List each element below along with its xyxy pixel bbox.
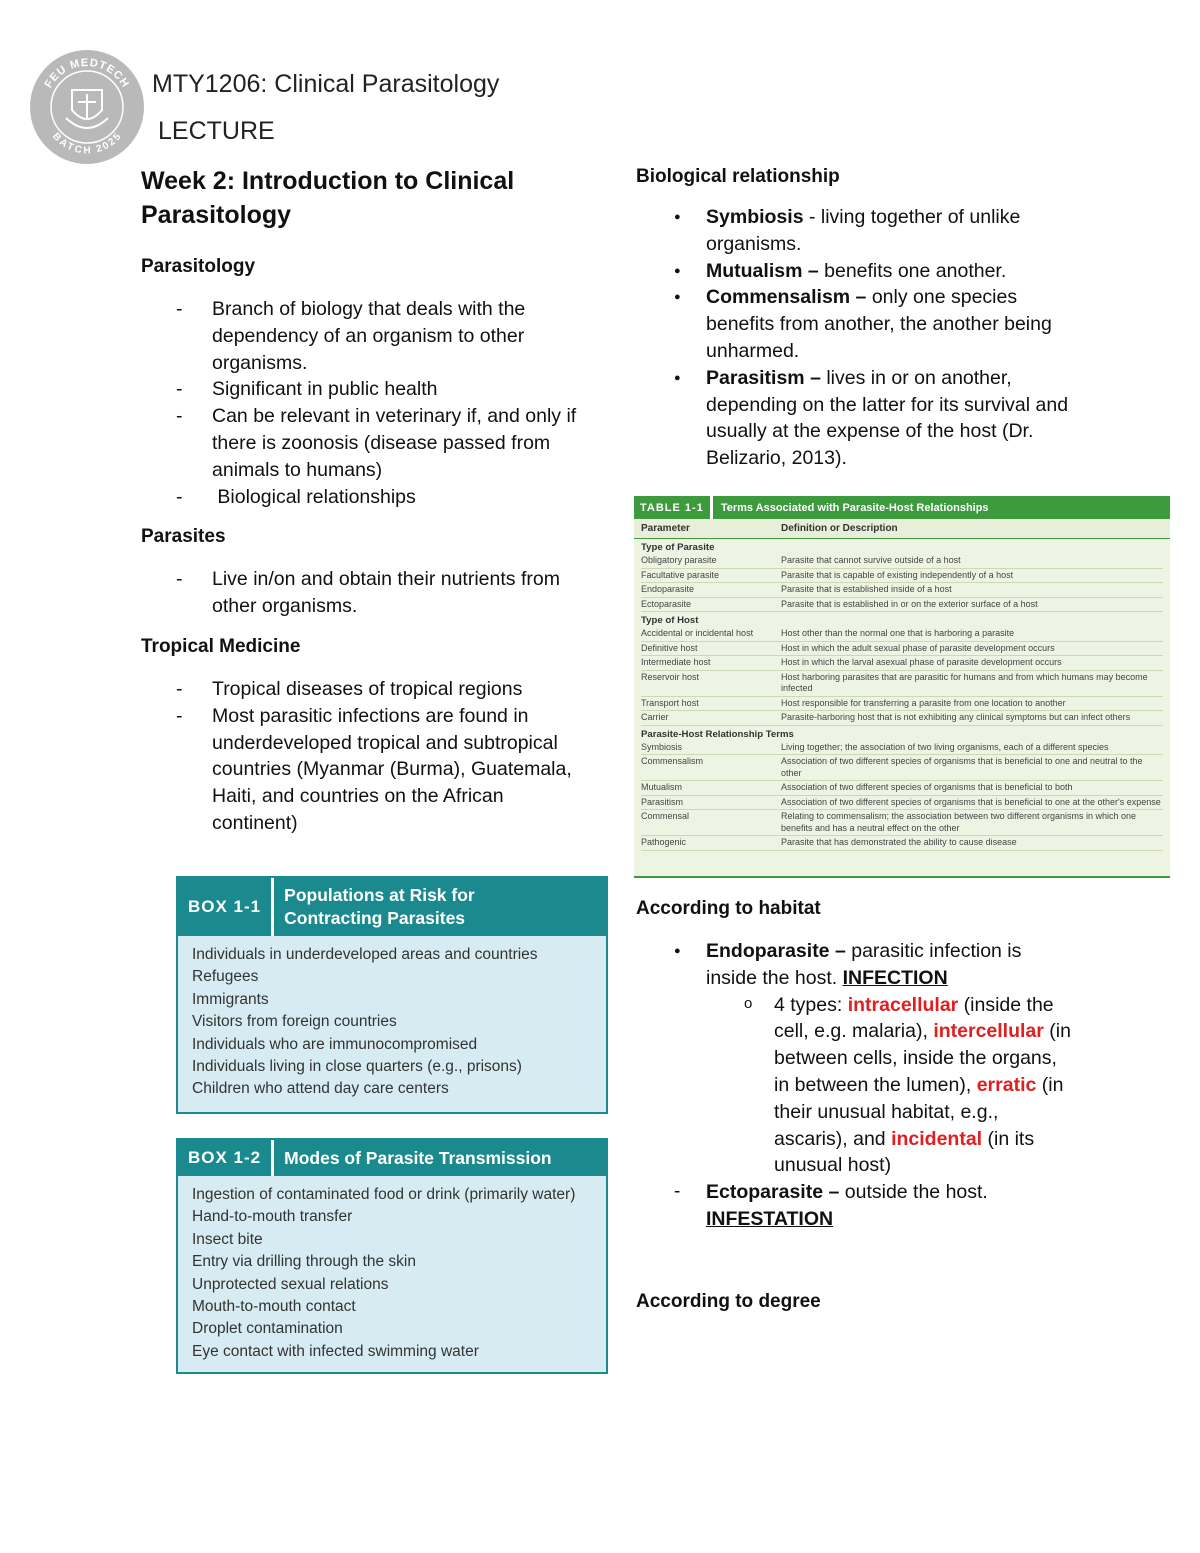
list-item: ● Commensalism – only one species benefits from another, the another being unharmed. [636,284,1076,364]
page-title: Week 2: Introduction to Clinical Parasitology [141,167,515,229]
table-row [641,598,1163,613]
list-item: - Tropical diseases of tropical regions [141,676,581,703]
table-row [641,796,1163,811]
table-cell-definition: Parasite that has demonstrated the ability to cause disease [781,837,1017,847]
list-item: - Biological relationships [141,484,581,511]
table-header-row [634,519,1170,539]
box-modes-of-transmission [176,1138,608,1374]
list-item: Insect bite [192,1230,263,1248]
table-row [641,583,1163,598]
list-item: Entry via drilling through the skin [192,1253,417,1271]
heading-biological-relationship: Biological relationship [636,166,840,187]
list-item-endoparasite: ● Endoparasite – parasitic infection is inside the host. INFECTION o 4 types: intracellular (inside the cell, e.g. malaria), intercellular (in between cells, inside the organs, in between the lumen), erratic (in their unusual habitat, e.g., ascaris), and incidental (in its unusual host) [636,938,1076,1179]
column-header: Definition or Description [781,523,898,534]
biological-relationship-list [636,204,1076,472]
heading-parasites: Parasites [141,526,226,548]
table-cell-parameter: Carrier [641,712,669,722]
table-cell-definition: Relating to commensalism; the association between two different organisms in which one benefits and has a neutral effect on the other [781,811,1137,833]
table-cell-definition: Parasite-harboring host that is not exhibiting any clinical symptoms but can infect others [781,712,1131,722]
table-cell-parameter: Endoparasite [641,584,695,594]
table-cell-parameter: Intermediate host [641,657,711,667]
list-item: ● Mutualism – benefits one another. [636,258,1076,285]
table-cell-parameter: Commensalism [641,756,704,766]
table-cell-definition: Parasite that is established in or on the exterior surface of a host [781,598,1038,609]
list-item: o 4 types: intracellular (inside the cell, e.g. malaria), intercellular (in between cells, inside the organs, in between the lumen), erratic (in their unusual habitat, e.g., ascaris), and incidental (in its unusual host) [706,992,1076,1180]
table-row [641,810,1163,836]
heading-according-to-degree: According to degree [636,1290,821,1312]
tropical-list [141,676,581,837]
list-item: ● Parasitism – lives in or on another, depending on the latter for its survival and usually at the expense of the host (Dr. Belizario, 2013). [636,365,1076,472]
table-label: TABLE 1-1 [634,496,713,519]
list-item: Eye contact with infected swimming water [192,1342,479,1360]
table-cell-definition: Parasite that cannot survive outside of a host [781,555,961,565]
list-item: Individuals in underdeveloped areas and countries [192,946,538,963]
table-cell-definition: Parasite that is established inside of a host [781,584,952,594]
list-item: Ingestion of contaminated food or drink (primarily water) [192,1186,576,1203]
list-item: Individuals living in close quarters (e.g., prisons) [192,1058,522,1076]
heading-parasitology: Parasitology [141,256,256,277]
list-item: Immigrants [192,990,269,1008]
box-label: BOX 1-1 [178,878,274,936]
table-cell-parameter: Parasitism [641,796,684,807]
list-item: - Significant in public health [141,376,581,403]
table-group-heading: Parasite-Host Relationship Terms [641,728,794,740]
table-row [641,781,1163,796]
table-cell-definition: Host responsible for transferring a parasite from one location to another [781,697,1066,708]
table-row [641,697,1163,712]
table-row [641,554,1163,569]
table-body [634,539,1170,851]
box-title: Modes of Parasite Transmission [284,1147,552,1168]
table-row [641,741,1163,756]
list-item-ectoparasite: - Ectoparasite – outside the host. INFESTATION [636,1179,1076,1233]
endoparasite-sublist [706,992,1076,1180]
habitat-list [636,938,1076,1233]
svg-text:FEU MEDTECH: FEU MEDTECH [42,56,132,91]
table-row [641,711,1163,726]
table-cell-definition: Living together; the association of two living organisms, each of a different species [781,741,1109,752]
table-cell-parameter: Commensal [641,811,690,821]
box-title: Populations at Risk for Contracting Parasites [284,885,475,928]
table-row [641,627,1163,642]
column-header: Parameter [641,523,690,534]
list-item: Mouth-to-mouth contact [192,1298,356,1316]
list-item: Refugees [192,968,259,986]
table-row [641,755,1163,781]
table-cell-parameter: Transport host [641,697,699,708]
table-cell-definition: Host other than the normal one that is harboring a parasite [781,628,1015,638]
list-item: - Most parasitic infections are found in underdeveloped tropical and subtropical countries (Myanmar (Burma), Guatemala, Haiti, and countries on the African continent) [141,703,581,837]
list-item: ● Symbiosis - living together of unlike organisms. [636,204,1076,258]
table-cell-parameter: Reservoir host [641,671,700,682]
list-item: Unprotected sexual relations [192,1275,389,1293]
table-row [641,671,1163,697]
table-cell-parameter: Symbiosis [641,741,683,752]
list-item: Hand-to-mouth transfer [192,1208,353,1226]
left-column [141,164,581,851]
list-item: Visitors from foreign countries [192,1013,397,1031]
table-row [641,642,1163,657]
list-item: - Live in/on and obtain their nutrients from other organisms. [141,566,581,620]
svg-text:BATCH 2025: BATCH 2025 [50,130,125,157]
list-item: Children who attend day care centers [192,1080,449,1098]
table-group-heading: Type of Parasite [641,542,715,553]
table-cell-parameter: Obligatory parasite [641,555,717,565]
feu-medtech-seal [28,48,146,166]
table-cell-definition: Host in which the larval asexual phase of parasite development occurs [781,657,1062,667]
heading-according-to-habitat: According to habitat [636,897,821,919]
table-cell-parameter: Definitive host [641,642,698,653]
box-label: BOX 1-2 [178,1140,274,1176]
table-cell-definition: Association of two different species of organisms that is beneficial to one and neutral to the other [781,756,1143,778]
course-title: MTY1206: Clinical Parasitology [152,70,500,98]
table-cell-definition: Association of two different species of organisms that is beneficial to one at the other's expense [781,796,1161,807]
box-body [178,936,606,1109]
table-group-heading: Type of Host [641,615,699,626]
box-populations-at-risk [176,876,608,1114]
table-cell-definition: Host harboring parasites that are parasitic for humans and from which humans may become infected [781,671,1148,693]
lecture-label: LECTURE [158,117,275,145]
table-cell-definition: Association of two different species of organisms that is beneficial to both [781,782,1073,792]
table-parasite-host-terms [634,496,1170,878]
table-cell-parameter: Mutualism [641,782,683,792]
list-item: - Can be relevant in veterinary if, and only if there is zoonosis (disease passed from animals to humans) [141,403,581,483]
table-cell-parameter: Pathogenic [641,837,687,847]
list-item: Individuals who are immunocompromised [192,1035,478,1053]
table-cell-definition: Host in which the adult sexual phase of parasite development occurs [781,642,1055,653]
table-row [641,569,1163,584]
heading-tropical-medicine: Tropical Medicine [141,635,301,657]
parasites-list [141,566,581,620]
box-body [178,1176,606,1371]
table-cell-parameter: Ectoparasite [641,598,692,609]
table-row [641,836,1163,851]
table-cell-parameter: Facultative parasite [641,569,720,580]
table-row [641,656,1163,671]
table-cell-parameter: Accidental or incidental host [641,628,754,638]
table-title: Terms Associated with Parasite-Host Relationships [720,501,989,514]
list-item: Droplet contamination [192,1320,343,1338]
parasitology-list [141,296,581,510]
list-item: - Branch of biology that deals with the dependency of an organism to other organisms. [141,296,581,376]
table-cell-definition: Parasite that is capable of existing independently of a host [781,569,1014,580]
